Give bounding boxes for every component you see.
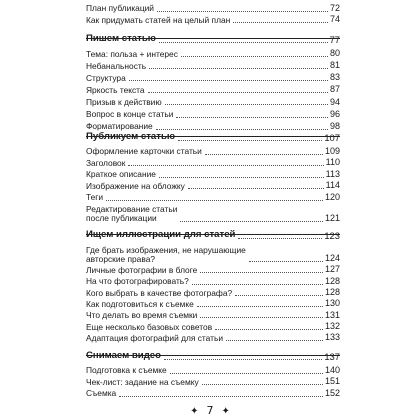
leader-dots xyxy=(192,284,323,285)
leader-dots xyxy=(106,200,323,201)
entry-page: 110 xyxy=(325,157,340,168)
leader-dots xyxy=(180,221,323,222)
entry-label: Тема: польза + интерес xyxy=(86,48,178,59)
entry-page: 109 xyxy=(324,145,340,156)
leader-dots xyxy=(119,396,323,397)
entry-label: Подготовка к съемке xyxy=(86,365,167,376)
leader-dots xyxy=(200,317,323,318)
toc-entry xyxy=(86,71,340,83)
entry-label: Чек-лист: задание на съемку xyxy=(86,376,199,387)
leader-dots xyxy=(164,359,322,360)
toc-section xyxy=(86,229,340,343)
toc-entry xyxy=(86,387,340,399)
entry-label: Кого выбрать в качестве фотографа? xyxy=(86,287,233,298)
toc-entry xyxy=(86,287,340,298)
entry-label: Еще несколько базовых советов xyxy=(86,321,213,332)
toc-entry xyxy=(86,275,340,286)
toc-entry xyxy=(86,14,340,26)
leader-dots xyxy=(165,104,328,105)
entry-page: 130 xyxy=(324,298,340,309)
section-rule xyxy=(86,355,340,356)
toc-entry xyxy=(86,157,340,169)
leader-dots xyxy=(181,56,328,57)
entry-label: Яркость текста xyxy=(86,85,145,96)
entry-page: 131 xyxy=(324,309,340,320)
leader-dots xyxy=(157,11,328,12)
leader-dots xyxy=(249,261,323,262)
leader-dots xyxy=(202,384,323,385)
entry-page: 128 xyxy=(324,275,340,286)
entry-label: Призыв к действию xyxy=(86,97,162,108)
section-rule xyxy=(86,38,340,39)
leader-dots xyxy=(149,68,328,69)
section-heading xyxy=(86,33,340,45)
entry-label: Как подготовиться к съемке xyxy=(86,298,194,309)
toc-section xyxy=(86,131,340,224)
entry-page: 124 xyxy=(324,253,340,264)
toc-entry xyxy=(86,203,340,224)
toc-entry xyxy=(86,320,340,331)
toc-section xyxy=(86,33,340,132)
ornament-star-icon: ✦ xyxy=(190,406,199,417)
leader-dots xyxy=(233,22,328,23)
entry-page: 120 xyxy=(324,191,340,202)
leader-dots xyxy=(176,117,328,118)
leader-dots xyxy=(170,373,323,374)
section-rule xyxy=(86,136,340,137)
leader-dots xyxy=(238,238,322,239)
toc-entry xyxy=(86,95,340,107)
entry-page: 96 xyxy=(329,108,340,119)
entry-label: На что фотографировать? xyxy=(86,276,189,287)
toc-section xyxy=(86,350,340,399)
entry-page: 121 xyxy=(324,212,340,223)
entry-label: Где брать изображения, не нарушающие авторские права? xyxy=(86,244,246,264)
entry-page: 128 xyxy=(324,287,340,297)
leader-dots xyxy=(159,177,324,178)
top-entries xyxy=(86,2,340,25)
toc-entry xyxy=(86,309,340,320)
toc-entry xyxy=(86,264,340,275)
entry-page: 87 xyxy=(329,84,340,95)
entry-page: 94 xyxy=(329,96,340,107)
toc-entry xyxy=(86,364,340,376)
entry-label: Теги xyxy=(86,192,104,203)
toc-entry xyxy=(86,332,340,343)
leader-dots xyxy=(178,140,322,141)
section-page: 77 xyxy=(329,33,340,45)
leader-dots xyxy=(156,129,328,130)
section-page: 107 xyxy=(324,131,340,143)
section-title: Пишем статью xyxy=(86,33,156,45)
leader-dots xyxy=(205,154,323,155)
entry-page: 72 xyxy=(329,2,340,13)
toc-entry xyxy=(86,145,340,157)
entry-label: Редактирование статьи после публикации xyxy=(86,204,178,224)
entry-label: План публикаций xyxy=(86,3,154,14)
section-page: 137 xyxy=(324,350,340,362)
leader-dots xyxy=(188,188,324,189)
toc-entry xyxy=(86,243,340,264)
section-rule xyxy=(86,234,340,235)
toc-entry xyxy=(86,376,340,388)
entry-label: Что делать во время съемки xyxy=(86,310,198,321)
toc-entry xyxy=(86,180,340,192)
entry-page: 113 xyxy=(325,168,340,179)
section-heading xyxy=(86,229,340,241)
entry-label: Краткое описание xyxy=(86,169,156,180)
entry-label: Структура xyxy=(86,73,126,84)
entry-page: 151 xyxy=(324,376,340,387)
toc-entry xyxy=(86,47,340,59)
page-number: 7 xyxy=(206,404,214,417)
entry-page: 98 xyxy=(329,120,340,131)
entry-page: 80 xyxy=(329,48,340,59)
toc-entry xyxy=(86,191,340,203)
toc-entry xyxy=(86,2,340,14)
toc-entry xyxy=(86,59,340,71)
entry-page: 114 xyxy=(325,180,340,191)
entry-page: 83 xyxy=(329,72,340,83)
toc-entry xyxy=(86,298,340,309)
entry-page: 152 xyxy=(324,387,340,398)
entry-page: 74 xyxy=(329,14,340,25)
toc-entry xyxy=(86,120,340,132)
section-title: Публикуем статью xyxy=(86,131,176,143)
entry-label: Заголовок xyxy=(86,157,126,168)
entry-label: Адаптация фотографий для статьи xyxy=(86,332,224,343)
entry-label: Изображение на обложку xyxy=(86,180,185,191)
entry-label: Съемка xyxy=(86,388,117,399)
toc-entry xyxy=(86,107,340,119)
entry-label: Личные фотографии в блоге xyxy=(86,265,198,276)
section-title: Снимаем видео xyxy=(86,350,161,362)
entry-page: 132 xyxy=(324,320,340,331)
ornament-star-icon: ✦ xyxy=(221,406,230,417)
entry-page: 140 xyxy=(324,364,340,375)
leader-dots xyxy=(159,42,328,43)
entry-label: Как придумать статей на целый план xyxy=(86,14,231,25)
leader-dots xyxy=(148,92,328,93)
entry-label: Вопрос в конце статьи xyxy=(86,109,174,120)
entry-page: 133 xyxy=(324,332,340,343)
leader-dots xyxy=(215,329,323,330)
section-heading xyxy=(86,350,340,362)
leader-dots xyxy=(129,80,328,81)
entry-label: Небанальность xyxy=(86,60,147,71)
leader-dots xyxy=(235,295,323,296)
entry-page: 127 xyxy=(324,264,340,275)
toc-entry xyxy=(86,83,340,95)
page-footer xyxy=(0,404,420,417)
entry-label: Форматирование xyxy=(86,121,153,132)
section-title: Ищем иллюстрации для статей xyxy=(86,229,236,241)
section-page: 123 xyxy=(324,229,340,241)
leader-dots xyxy=(197,306,323,307)
entry-page: 81 xyxy=(329,60,340,71)
leader-dots xyxy=(200,272,323,273)
entry-label: Оформление карточки статьи xyxy=(86,146,202,157)
toc-entry xyxy=(86,168,340,180)
leader-dots xyxy=(226,340,323,341)
section-heading xyxy=(86,131,340,143)
leader-dots xyxy=(128,165,323,166)
